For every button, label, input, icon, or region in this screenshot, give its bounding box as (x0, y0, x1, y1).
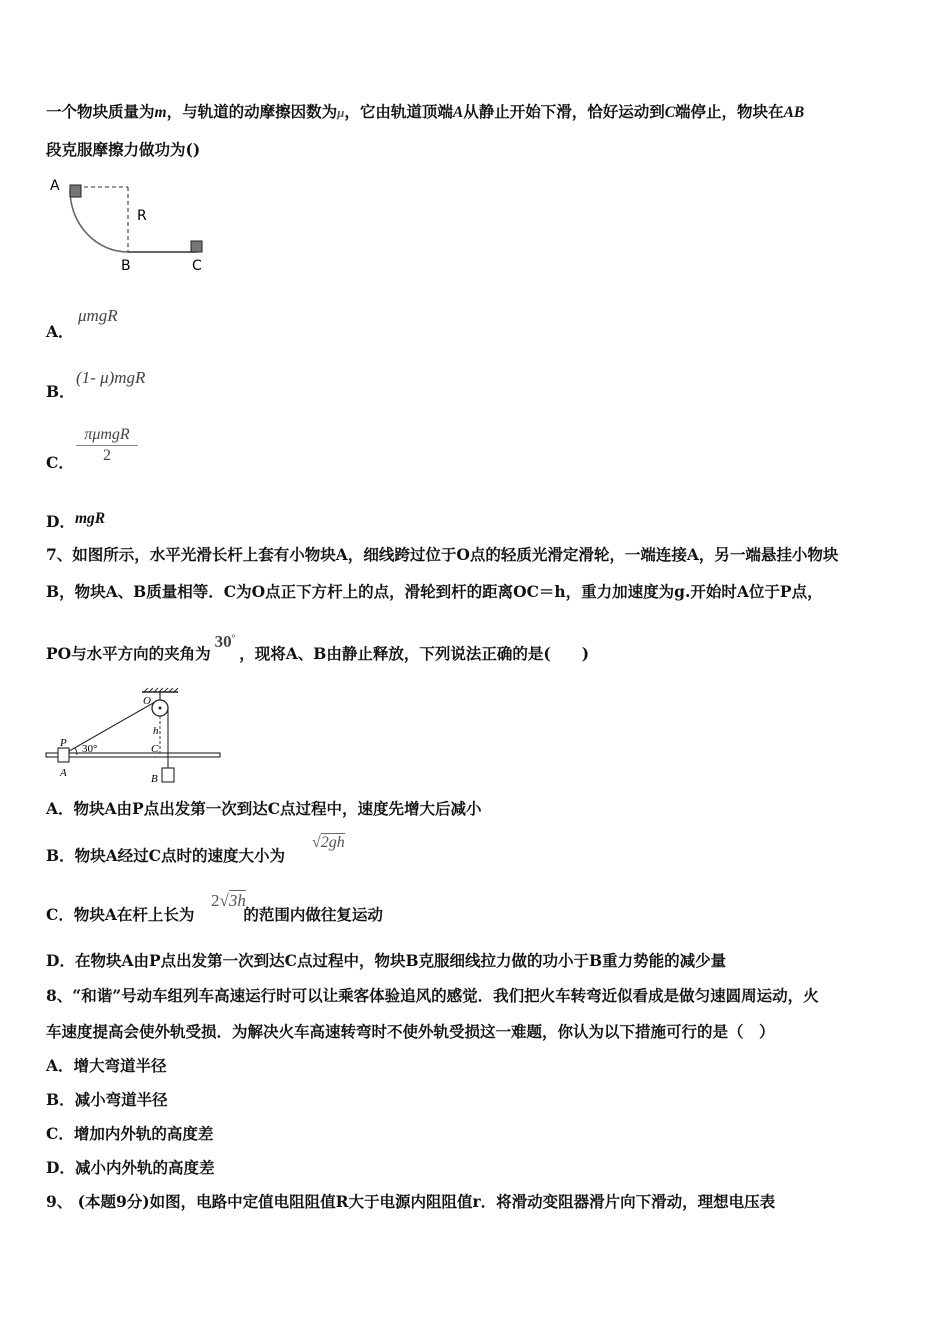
coefficient: 2 (211, 891, 220, 910)
string-PO (64, 702, 155, 754)
block-C (191, 241, 202, 252)
q6-text: ，它由轨道顶端 (344, 102, 453, 121)
q6-option-d-label: D． (46, 512, 75, 531)
label-h: h (153, 725, 159, 737)
q6-mu: μ (337, 105, 345, 120)
q8-option-a: A．增大弯道半径 (46, 1056, 167, 1075)
q6-text: 一个物块质量为 (46, 102, 155, 121)
fraction-numerator: πμmgR (76, 425, 138, 446)
q6-var: m (154, 104, 167, 121)
block-A (70, 185, 81, 197)
pulley-center (159, 707, 162, 710)
q6-option-a-expr: μmgR (78, 306, 118, 325)
q7-stem-line3 (46, 632, 590, 666)
q8-option-c: C．增加内外轨的高度差 (46, 1124, 214, 1143)
q8-stem-line2: 车速度提高会使外轨受损．为解决火车高速转弯时不使外轨受损这一难题，你认为以下措施可行的是（ ） (46, 1022, 775, 1041)
q7-stem-line1: 7、如图所示，水平光滑长杆上套有小物块A，细线跨过位于O点的轻质光滑定滑轮，一端连接A，另一端悬挂小物块 (46, 545, 839, 564)
label-B: B (151, 773, 158, 785)
q7-pulley-figure (44, 686, 229, 788)
sqrt-radicand: 3h (228, 891, 246, 910)
q7-angle (215, 632, 236, 651)
q6-track-figure (44, 172, 224, 276)
label-A: A (50, 178, 60, 194)
q6-text: 端停止，物块在 (675, 102, 784, 121)
q7-option-c-text-a: C．物块A在杆上长为 (46, 905, 195, 924)
rod (46, 753, 220, 757)
q6-option-b-label: B． (46, 382, 75, 401)
angle-value: 30 (214, 632, 232, 651)
q6-stem-line2: 段克服摩擦力做功为() (46, 140, 201, 159)
sqrt-icon: √ (312, 834, 321, 851)
label-C: C (151, 743, 159, 755)
q6-option-a-label: A． (46, 322, 74, 341)
q6-option-d-expr: mgR (75, 510, 106, 527)
curved-track (70, 190, 128, 252)
q6-option-b-expr: (1- μ)mgR (76, 368, 146, 387)
q8-stem-line1: 8、“和谐”号动车组列车高速运行时可以让乘客体验追风的感觉．我们把火车转弯近似看成是做匀速圆周运动，火 (46, 986, 819, 1005)
label-C: C (192, 258, 202, 274)
q8-option-b: B．减小弯道半径 (46, 1090, 168, 1109)
q7-option-c-text-b: 的范围内做往复运动 (243, 905, 383, 924)
q7-option-c-expr (211, 891, 246, 911)
q8-option-d: D．减小内外轨的高度差 (46, 1158, 215, 1177)
q6-var: A (452, 104, 464, 121)
q6-var: AB (783, 104, 805, 121)
block-B (162, 768, 174, 782)
q7-option-a: A．物块A由P点出发第一次到达C点过程中，速度先增大后减小 (46, 799, 482, 818)
label-angle: 30° (82, 743, 98, 755)
q6-text: 从静止开始下滑，恰好运动到 (463, 102, 665, 121)
q7-option-b (46, 846, 285, 866)
label-A: A (60, 767, 67, 779)
label-O: O (143, 695, 151, 707)
block-A (58, 748, 69, 762)
q6-option-c-label: C． (46, 453, 74, 472)
q7-stem-line2: B，物块A、B质量相等．C为O点正下方杆上的点，滑轮到杆的距离OC＝h，重力加速度为g.开始时A位于P点， (46, 582, 823, 601)
q6-option-c-fraction (76, 425, 138, 466)
label-R: R (137, 208, 147, 224)
q6-var: C (664, 104, 676, 121)
q6-stem-line1 (46, 102, 804, 123)
angle-degree: ° (231, 633, 236, 643)
label-B: B (121, 258, 131, 274)
q7-option-d: D．在物块A由P点出发第一次到达C点过程中，物块B克服细线拉力做的功小于B重力势能的减少量 (46, 951, 727, 970)
q7-text: ，现将A、B由静止释放，下列说法正确的是( ) (239, 644, 590, 663)
sqrt-radicand: 2gh (320, 834, 345, 851)
q6-text: ，与轨道的动摩擦因数为 (166, 102, 338, 121)
q7-text: PO与水平方向的夹角为 (46, 644, 211, 663)
sqrt-icon: √ (219, 891, 229, 910)
q9-stem-line1: 9、 (本题9分)如图，电路中定值电阻阻值R大于电源内阻阻值r．将滑动变阻器滑片向下滑动，理想电压表 (46, 1192, 776, 1211)
q7-option-b-sqrt (312, 834, 345, 852)
fraction-denominator: 2 (103, 447, 111, 464)
label-P: P (60, 737, 67, 749)
q7-option-b-text: B．物块A经过C点时的速度大小为 (46, 846, 285, 865)
